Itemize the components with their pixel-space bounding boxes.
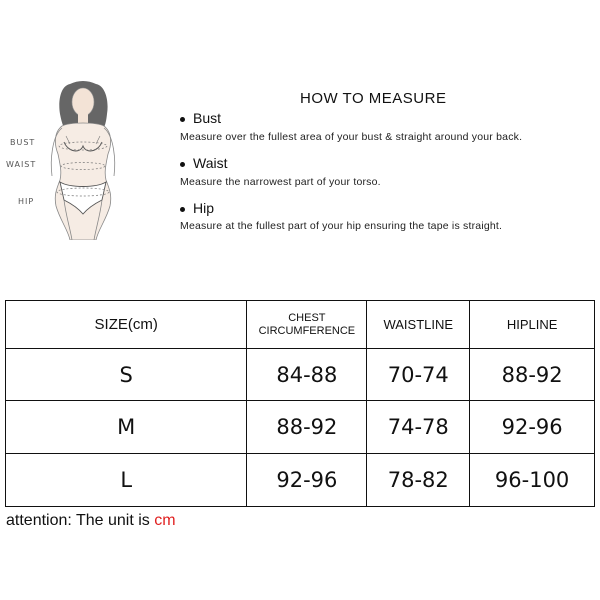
hip-header: HIPLINE (470, 301, 595, 349)
attention-note (6, 512, 176, 530)
hip-name: Hip (193, 200, 215, 216)
size-cell: L (6, 454, 247, 507)
hip-heading (180, 200, 214, 216)
waist-description: Measure the narrowest part of your torso. (180, 176, 381, 188)
waist-name: Waist (193, 155, 228, 171)
table-row (6, 454, 595, 507)
chest-cell: 92-96 (247, 454, 367, 507)
chest-cell: 88-92 (247, 401, 367, 454)
waist-label: WAIST (6, 160, 37, 169)
waist-cell: 78-82 (367, 454, 470, 507)
waist-cell: 70-74 (367, 349, 470, 401)
bullet-icon (180, 207, 185, 212)
size-header: SIZE(cm) (6, 301, 247, 349)
chest-header-line1: CHEST (288, 311, 326, 324)
waist-cell: 74-78 (367, 401, 470, 454)
attention-text: attention: The unit is (6, 512, 155, 529)
hip-description: Measure at the fullest part of your hip ensuring the tape is straight. (180, 220, 503, 232)
hip-label: HIP (18, 197, 35, 206)
table-header-row (6, 301, 595, 349)
bust-heading (180, 110, 221, 126)
hip-cell: 92-96 (470, 401, 595, 454)
bullet-icon (180, 162, 185, 167)
unit-text: cm (154, 512, 176, 529)
bullet-icon (180, 117, 185, 122)
table-row (6, 349, 595, 401)
hip-cell: 96-100 (470, 454, 595, 507)
hip-cell: 88-92 (470, 349, 595, 401)
size-cell: M (6, 401, 247, 454)
guide-title: HOW TO MEASURE (300, 90, 447, 107)
waist-heading (180, 155, 227, 171)
waist-header: WAISTLINE (367, 301, 470, 349)
bust-name: Bust (193, 110, 222, 126)
table-row (6, 401, 595, 454)
bust-label: BUST (10, 138, 36, 147)
size-cell: S (6, 349, 247, 401)
chest-cell: 84-88 (247, 349, 367, 401)
chest-header (247, 301, 367, 349)
size-table (5, 300, 595, 507)
bust-description: Measure over the fullest area of your bust & straight around your back. (180, 131, 523, 143)
chest-header-line2: CIRCUMFERENCE (258, 324, 356, 337)
